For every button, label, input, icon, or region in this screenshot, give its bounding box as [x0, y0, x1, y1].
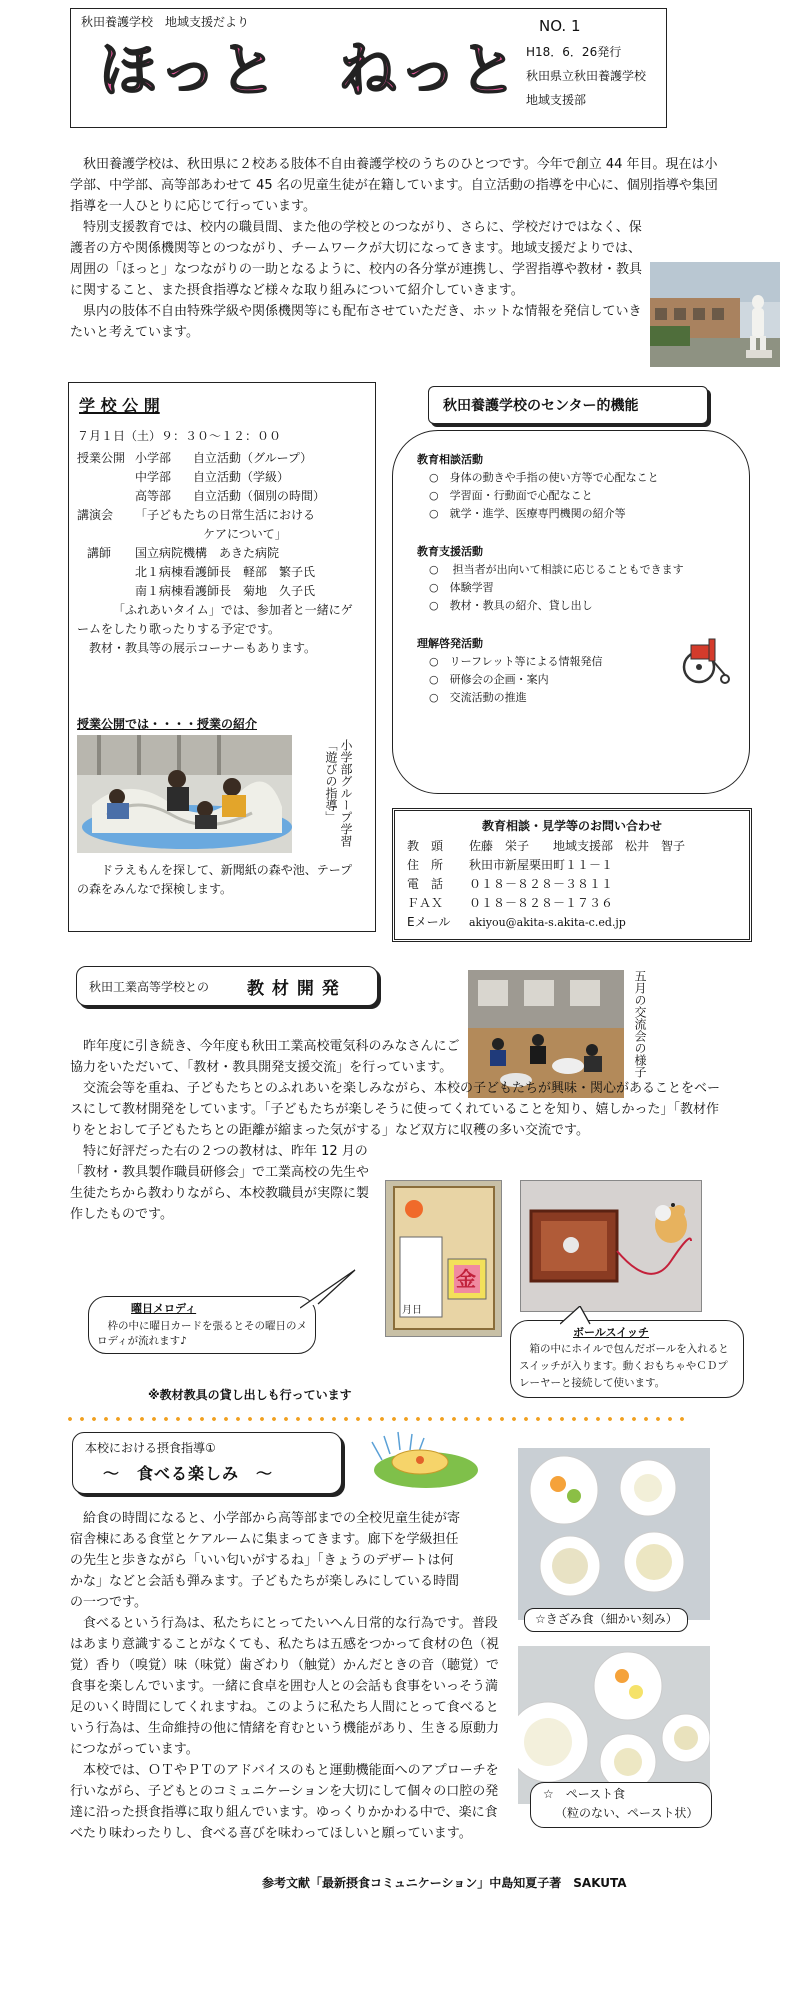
publisher: 秋田県立秋田養護学校 [526, 69, 647, 83]
paste-food-photo [518, 1646, 710, 1804]
schedule-activity: 自立活動（グループ） [193, 451, 313, 465]
header-box [70, 8, 667, 128]
newsletter-title: ほっと ねっと [99, 36, 520, 104]
kaihatsu-title-box [76, 966, 378, 1006]
photo-side-caption: 小学部グループ学習「遊びの指導」 [324, 739, 353, 847]
schedule-row [77, 487, 372, 506]
center-item-text: 研修会の企画・案内 [449, 673, 549, 686]
shokuji-title-box [72, 1432, 342, 1494]
intro-text [70, 154, 725, 343]
open-school-title: 学 校 公 開 [79, 396, 160, 415]
contact-label: 教 頭 [407, 839, 444, 853]
bullet: ○ [429, 507, 439, 520]
contact-value: ０１８－８２８－３８１１ [469, 877, 614, 891]
youbi-melody-text: 枠の中に曜日カードを張るとその曜日のメロディが流れます♪ [97, 1320, 307, 1347]
center-item [417, 579, 737, 597]
department: 地域支援部 [526, 93, 587, 107]
paste-caption-2: （粒のない、ペースト状） [555, 1806, 699, 1820]
class-activity-photo [77, 735, 292, 853]
calendar-day-label: 月日 [402, 1305, 422, 1316]
kizami-caption-bubble [524, 1608, 688, 1632]
contact-row [407, 894, 747, 913]
rice-bowl-icon [362, 1430, 480, 1502]
center-section-heading: 教育支援活動 [417, 545, 483, 558]
calendar-kanji: 金 [456, 1267, 476, 1291]
contact-row [407, 875, 747, 894]
contact-value: 佐藤 栄子 地域支援部 松井 智子 [469, 839, 686, 853]
contact-row [407, 913, 747, 932]
center-item-text: 学習面・行動面で心配なこと [449, 489, 593, 502]
shokuji-title: ～ 食べる楽しみ ～ [103, 1464, 274, 1483]
kaihatsu-paragraph-1: 昨年度に引き続き、今年度も秋田工業高校電気科のみなさんにご協力をいただいて、「教材・教具開発支援交流」を行っています。 [70, 1039, 460, 1075]
contact-box [392, 808, 752, 942]
ball-bubble-pointer [560, 1306, 600, 1326]
contact-row [407, 856, 747, 875]
shokuji-paragraph-3: 本校では、ＯＴやＰＴのアドバイスのもと運動機能面へのアプローチを行いながら、子どもとのコミュニケーションを大切にして個々の口腔の発達に沿った摂食指導に取り組んでいます。ゆっくりかかわる中で、楽に食べたり味わったりし、食べる喜びを味わってほしいと願っています。 [70, 1763, 499, 1841]
contact-value: 秋田市新屋栗田町１１－１ [469, 858, 614, 872]
intro-paragraph-3: 県内の肢体不自由特殊学級や関係機関等にも配布させていただき、ホットな情報を発信していきたいと考えています。 [70, 304, 642, 340]
shokuji-paragraph-1: 給食の時間になると、小学部から高等部までの全校児童生徒が寄宿舎棟にある食堂とケアルームに集まってきます。廊下を学級担任の先生と歩きながら「いい匂いがするね」「きょうのデザートは何かな」などと会話も弾みます。子どもたちが楽しみにしている時間の一つです。 [70, 1511, 461, 1610]
center-item-text: 教材・教具の紹介、貸し出し [449, 599, 593, 612]
open-school-date: ７月１日（土）９：３０～１２：００ [77, 429, 282, 443]
paste-caption-bubble [530, 1782, 712, 1828]
schedule-activity: 自立活動（学級） [193, 470, 290, 484]
open-school-schedule [77, 449, 372, 658]
open-school-note-2: 教材・教具等の展示コーナーもあります。 [89, 641, 317, 655]
ball-switch-text: 箱の中にホイルで包んだボールを入れるとスイッチが入ります。動くおもちゃやＣＤプレーヤーと接続して使います。 [519, 1343, 729, 1389]
intro-paragraph-1: 秋田養護学校は、秋田県に２校ある肢体不自由養護学校のうちのひとつです。今年で創立 44 年目。現在は小学部、中学部、高等部あわせて 45 名の児童生徒が在籍しています。自立活動の指導を中心に、個別指導や集団指導を一人ひとりに応じて行っています。 [70, 157, 718, 214]
shokuji-paragraph-2: 食べるという行為は、私たちにとってたいへん日常的な行為です。普段はあまり意識することがなくても、私たちは五感をつかって食材の色（視覚）香り（嗅覚）味（味覚）歯ざわり（触覚）かんだときの音（聴覚）で食事を楽しんでいます。一緒に食卓を囲む人との会話も食事をいっそう満足のいく時間にしてくれますね。このように私たち人間にとって食べるという行為は、生命維持の他に情緒を育むという機能があり、生きる原動力につながっています。 [70, 1616, 500, 1757]
issue-number: NO. 1 [539, 17, 581, 35]
lecturer-1: 北１病棟看護師長 軽部 繁子氏 [135, 565, 316, 579]
kizami-food-photo [518, 1448, 710, 1620]
photo-caption: ドラえもんを探して、新聞紙の森や池、テープの森をみんなで探検します。 [77, 863, 353, 896]
schedule-dept: 高等部 [135, 489, 172, 503]
bullet: ○ [429, 489, 439, 502]
center-item [417, 689, 737, 707]
photo-heading: 授業公開では・・・・授業の紹介 [77, 717, 258, 731]
rental-note: ※教材教具の貸し出しも行っています [148, 1388, 352, 1402]
schedule-row [77, 449, 372, 468]
contact-label: 電 話 [407, 877, 444, 891]
open-school-box [68, 382, 376, 932]
bullet: ○ [429, 581, 439, 594]
ball-switch-title: ボールスイッチ [573, 1326, 650, 1339]
youbi-bubble-pointer [300, 1268, 360, 1312]
center-item [417, 597, 737, 615]
contact-row [407, 837, 747, 856]
bullet: ○ [429, 691, 439, 704]
kaihatsu-subtitle: 秋田工業高等学校との [89, 980, 210, 994]
schedule-dept: 小学部 [135, 451, 172, 465]
youbi-melody-title: 曜日メロディ [131, 1302, 197, 1315]
ball-switch-bubble [510, 1320, 744, 1398]
lecture-row [77, 506, 372, 525]
bullet: ○ [429, 599, 439, 612]
paste-caption-1: ☆ ペースト食 [543, 1787, 626, 1801]
bullet: ○ [429, 673, 439, 686]
schedule-row [77, 468, 372, 487]
contact-label: Eメール [407, 915, 451, 929]
schedule-activity: 自立活動（個別の時間） [193, 489, 326, 503]
school-statue-photo [650, 262, 780, 367]
bullet: ○ [429, 655, 439, 668]
kaihatsu-paragraph-3: 特に好評だった右の２つの教材は、昨年 12 月の「教材・教具製作職員研修会」で工業高校の先生や生徒たちから教わりながら、本校教職員が実際に製作したものです。 [70, 1144, 370, 1222]
contact-label: 住 所 [407, 858, 444, 872]
schedule-label: 授業公開 [77, 451, 126, 465]
center-item-text: 体験学習 [449, 581, 494, 594]
lecturer-org: 国立病院機構 あきた病院 [135, 546, 280, 560]
dotted-separator [64, 1416, 684, 1422]
contact-value: ０１８－８２８－１７３６ [469, 896, 614, 910]
wheelchair-icon [679, 637, 731, 689]
shokuji-subtitle: 本校における摂食指導① [85, 1441, 216, 1455]
bullet: ○ [429, 471, 439, 484]
center-item-text: リーフレット等による情報発信 [449, 655, 603, 668]
lecturer-row [77, 544, 372, 563]
center-title-box [428, 386, 708, 424]
exchange-photo-caption: 五月の交流会の様子 [633, 970, 647, 1078]
center-title: 秋田養護学校のセンター的機能 [443, 398, 639, 414]
center-item [417, 469, 737, 487]
contact-title: 教育相談・見学等のお問い合わせ [481, 819, 662, 833]
center-item-text: 交流活動の推進 [449, 691, 527, 704]
intro-paragraph-2: 特別支援教育では、校内の職員間、また他の学校とのつながり、さらに、学校だけではなく、保護者の方や関係機関等とのつながり、チームワークが大切になってきます。地域支援だよりでは、周囲の「ほっと」なつながりの一助となるように、校内の各分掌が連携し、学習指導や教材・教具に関すること、また摂食指導など様々な取り組みについて紹介していきます。 [70, 220, 643, 298]
center-item [417, 487, 737, 505]
kaihatsu-paragraph-2: 交流会等を重ね、子どもたちとのふれあいを楽しみながら、本校の子どもたちが興味・関心があることをベースにして教材開発をしています。「子どもたちが楽しそうに使ってくれていることを知り、嬉しかった」「教材作りをとおして子どもたちとの距離が縮まった気がする」など双方に収穫の多い交流です。 [70, 1081, 721, 1138]
center-item-text: 身体の動きや手指の使い方等で心配なこと [449, 471, 659, 484]
lecture-title-2: ケアについて」 [203, 527, 287, 541]
lecture-label: 講演会 [77, 508, 114, 522]
open-school-note-1: 「ふれあいタイム」では、参加者と一緒にゲームをしたり歌ったりする予定です。 [77, 603, 353, 636]
center-item-text: 就学・進学、医療専門機関の紹介等 [449, 507, 626, 520]
kaihatsu-title: 教 材 開 発 [247, 979, 340, 999]
youbi-melody-photo [385, 1180, 502, 1337]
header-school-label: 秋田養護学校 地域支援だより [81, 15, 250, 29]
center-item-text: 担当者が出向いて相談に応じることもできます [452, 563, 684, 576]
center-item [417, 505, 737, 523]
ball-switch-photo [520, 1180, 702, 1312]
lecturer-label: 講師 [87, 546, 112, 560]
contact-email[interactable]: akiyou@akita-s.akita-c.ed.jp [469, 916, 626, 929]
contact-rows [407, 837, 747, 932]
issue-date: H18．6．26発行 [526, 45, 622, 59]
schedule-dept: 中学部 [135, 470, 172, 484]
lecture-title-1: 「子どもたちの日常生活における [135, 508, 316, 522]
bullet: ○ [429, 563, 439, 576]
contact-label: ＦＡＸ [407, 896, 444, 910]
center-item [417, 561, 699, 579]
center-section-heading: 理解啓発活動 [417, 637, 483, 650]
lecturer-2: 南１病棟看護師長 菊地 久子氏 [135, 584, 316, 598]
youbi-melody-bubble [88, 1296, 316, 1354]
shokuji-text [70, 1508, 516, 1844]
kizami-caption: ☆きざみ食（細かい刻み） [535, 1612, 678, 1626]
center-function-box [392, 430, 750, 794]
center-section-heading: 教育相談活動 [417, 453, 483, 466]
reference: 参考文献「最新摂食コミュニケーション」中島知夏子著 SAKUTA [262, 1876, 627, 1890]
